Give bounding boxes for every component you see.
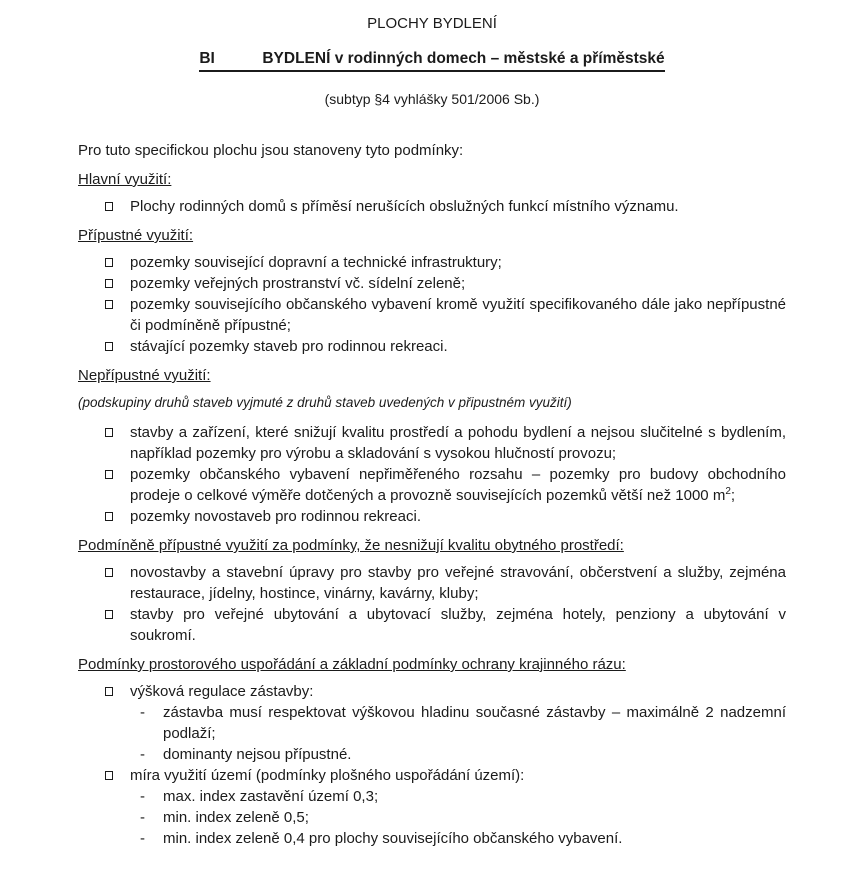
dash-marker: - (140, 788, 145, 805)
square-bullet-icon (105, 202, 113, 211)
dash-sub-list (130, 702, 786, 765)
bullet-list (78, 422, 786, 527)
impermissible-use-note: (podskupiny druhů staveb vyjmuté z druhů staveb uvedených v připustném využití) (78, 395, 572, 410)
square-bullet-icon (105, 687, 113, 696)
list-item-text: výšková regulace zástavby: (130, 683, 314, 700)
list-item-text: stávající pozemky staveb pro rodinnou rekreaci. (130, 338, 448, 355)
sub-list-item-text: dominanty nejsou přípustné. (163, 746, 352, 763)
list-item-text: novostavby a stavební úpravy pro stavby pro veřejné stravování, občerstvení a služby, zejména restaurace, jídelny, hostince, vinárny, kavárny, kluby; (130, 564, 786, 602)
sub-list-item-text: min. index zeleně 0,4 pro plochy souvisejícího občanského vybavení. (163, 830, 623, 847)
list-item (78, 252, 786, 273)
dash-marker: - (140, 746, 145, 763)
list-item (78, 506, 786, 527)
zone-heading-row (78, 48, 786, 72)
list-item (78, 336, 786, 357)
section-heading-impermissible-use: Nepřípustné využití: (78, 367, 211, 384)
sub-list-item (130, 786, 786, 807)
bullet-list (78, 252, 786, 357)
sub-list-item-text: min. index zeleně 0,5; (163, 809, 309, 826)
list-item-text: stavby pro veřejné ubytování a ubytovací služby, zejména hotely, penziony a ubytování v soukromí. (130, 606, 786, 644)
square-bullet-icon (105, 470, 113, 479)
list-item (78, 765, 786, 849)
section-heading-permitted-use: Přípustné využití: (78, 227, 194, 244)
bullet-list (78, 681, 786, 849)
section-heading-spatial-arrangement: Podmínky prostorového uspořádání a základní podmínky ochrany krajinného rázu: (78, 656, 626, 673)
zone-code: BI (199, 50, 215, 67)
list-item-text: míra využití území (podmínky plošného uspořádání území): (130, 767, 525, 784)
bullet-list (78, 562, 786, 646)
list-item-text: pozemky novostaveb pro rodinnou rekreaci. (130, 508, 421, 525)
sub-list-item-text: max. index zastavění území 0,3; (163, 788, 379, 805)
list-item-text: pozemky souvisejícího občanského vybavení kromě využití specifikovaného dále jako nepřípustné či podmíněně přípustné; (130, 296, 786, 334)
section-main-use (78, 169, 786, 217)
list-item (78, 422, 786, 464)
sub-list-item (130, 744, 786, 765)
sub-list-item-text: zástavba musí respektovat výškovou hladinu současné zástavby – maximálně 2 nadzemní podlaží; (163, 704, 786, 742)
list-item (78, 196, 786, 217)
list-item (78, 681, 786, 765)
square-bullet-icon (105, 428, 113, 437)
zone-heading (199, 48, 664, 72)
list-item-text: ; (730, 487, 736, 504)
sub-list-item (130, 702, 786, 744)
list-item (78, 294, 786, 336)
list-item-text: Plochy rodinných domů s příměsí nerušících obslužných funkcí místního významu. (130, 198, 679, 215)
list-item (78, 604, 786, 646)
intro-text: Pro tuto specifickou plochu jsou stanoveny tyto podmínky: (78, 142, 464, 159)
section-heading-main-use: Hlavní využití: (78, 171, 172, 188)
sub-list-item (130, 807, 786, 828)
list-item (78, 562, 786, 604)
section-impermissible-use (78, 365, 786, 527)
superscript-square-meters: 2 (725, 486, 731, 497)
section-spatial-arrangement (78, 654, 786, 849)
subtitle: (subtyp §4 vyhlášky 501/2006 Sb.) (324, 91, 540, 107)
zone-heading-text: BYDLENÍ v rodinných domech – městské a příměstské (262, 50, 665, 67)
square-bullet-icon (105, 258, 113, 267)
sub-list-item (130, 828, 786, 849)
dash-sub-list (130, 786, 786, 849)
section-permitted-use (78, 225, 786, 357)
section-heading-conditionally-permitted-use: Podmíněně přípustné využití za podmínky, že nesnižují kvalitu obytného prostředí: (78, 537, 624, 554)
dash-marker: - (140, 704, 145, 721)
square-bullet-icon (105, 342, 113, 351)
section-conditionally-permitted-use (78, 535, 786, 646)
dash-marker: - (140, 830, 145, 847)
square-bullet-icon (105, 512, 113, 521)
list-item (78, 273, 786, 294)
list-item-text: pozemky občanského vybavení nepřiměřeného rozsahu – pozemky pro budovy obchodního prodeje o celkové výměře dotčených a provozně souvisejících pozemků větší než 1000 m (130, 466, 786, 504)
list-item-text: stavby a zařízení, které snižují kvalitu prostředí a pohodu bydlení a nejsou slučitelné s bydlením, například pozemky pro výrobu a skladování s vysokou hlučností provozu; (130, 424, 786, 462)
square-bullet-icon (105, 279, 113, 288)
page-title: PLOCHY BYDLENÍ (367, 15, 497, 32)
list-item (78, 464, 786, 506)
list-item-text: pozemky veřejných prostranství vč. sídelní zeleně; (130, 275, 466, 292)
square-bullet-icon (105, 610, 113, 619)
square-bullet-icon (105, 771, 113, 780)
dash-marker: - (140, 809, 145, 826)
square-bullet-icon (105, 300, 113, 309)
list-item-text: pozemky související dopravní a technické infrastruktury; (130, 254, 502, 271)
bullet-list (78, 196, 786, 217)
square-bullet-icon (105, 568, 113, 577)
